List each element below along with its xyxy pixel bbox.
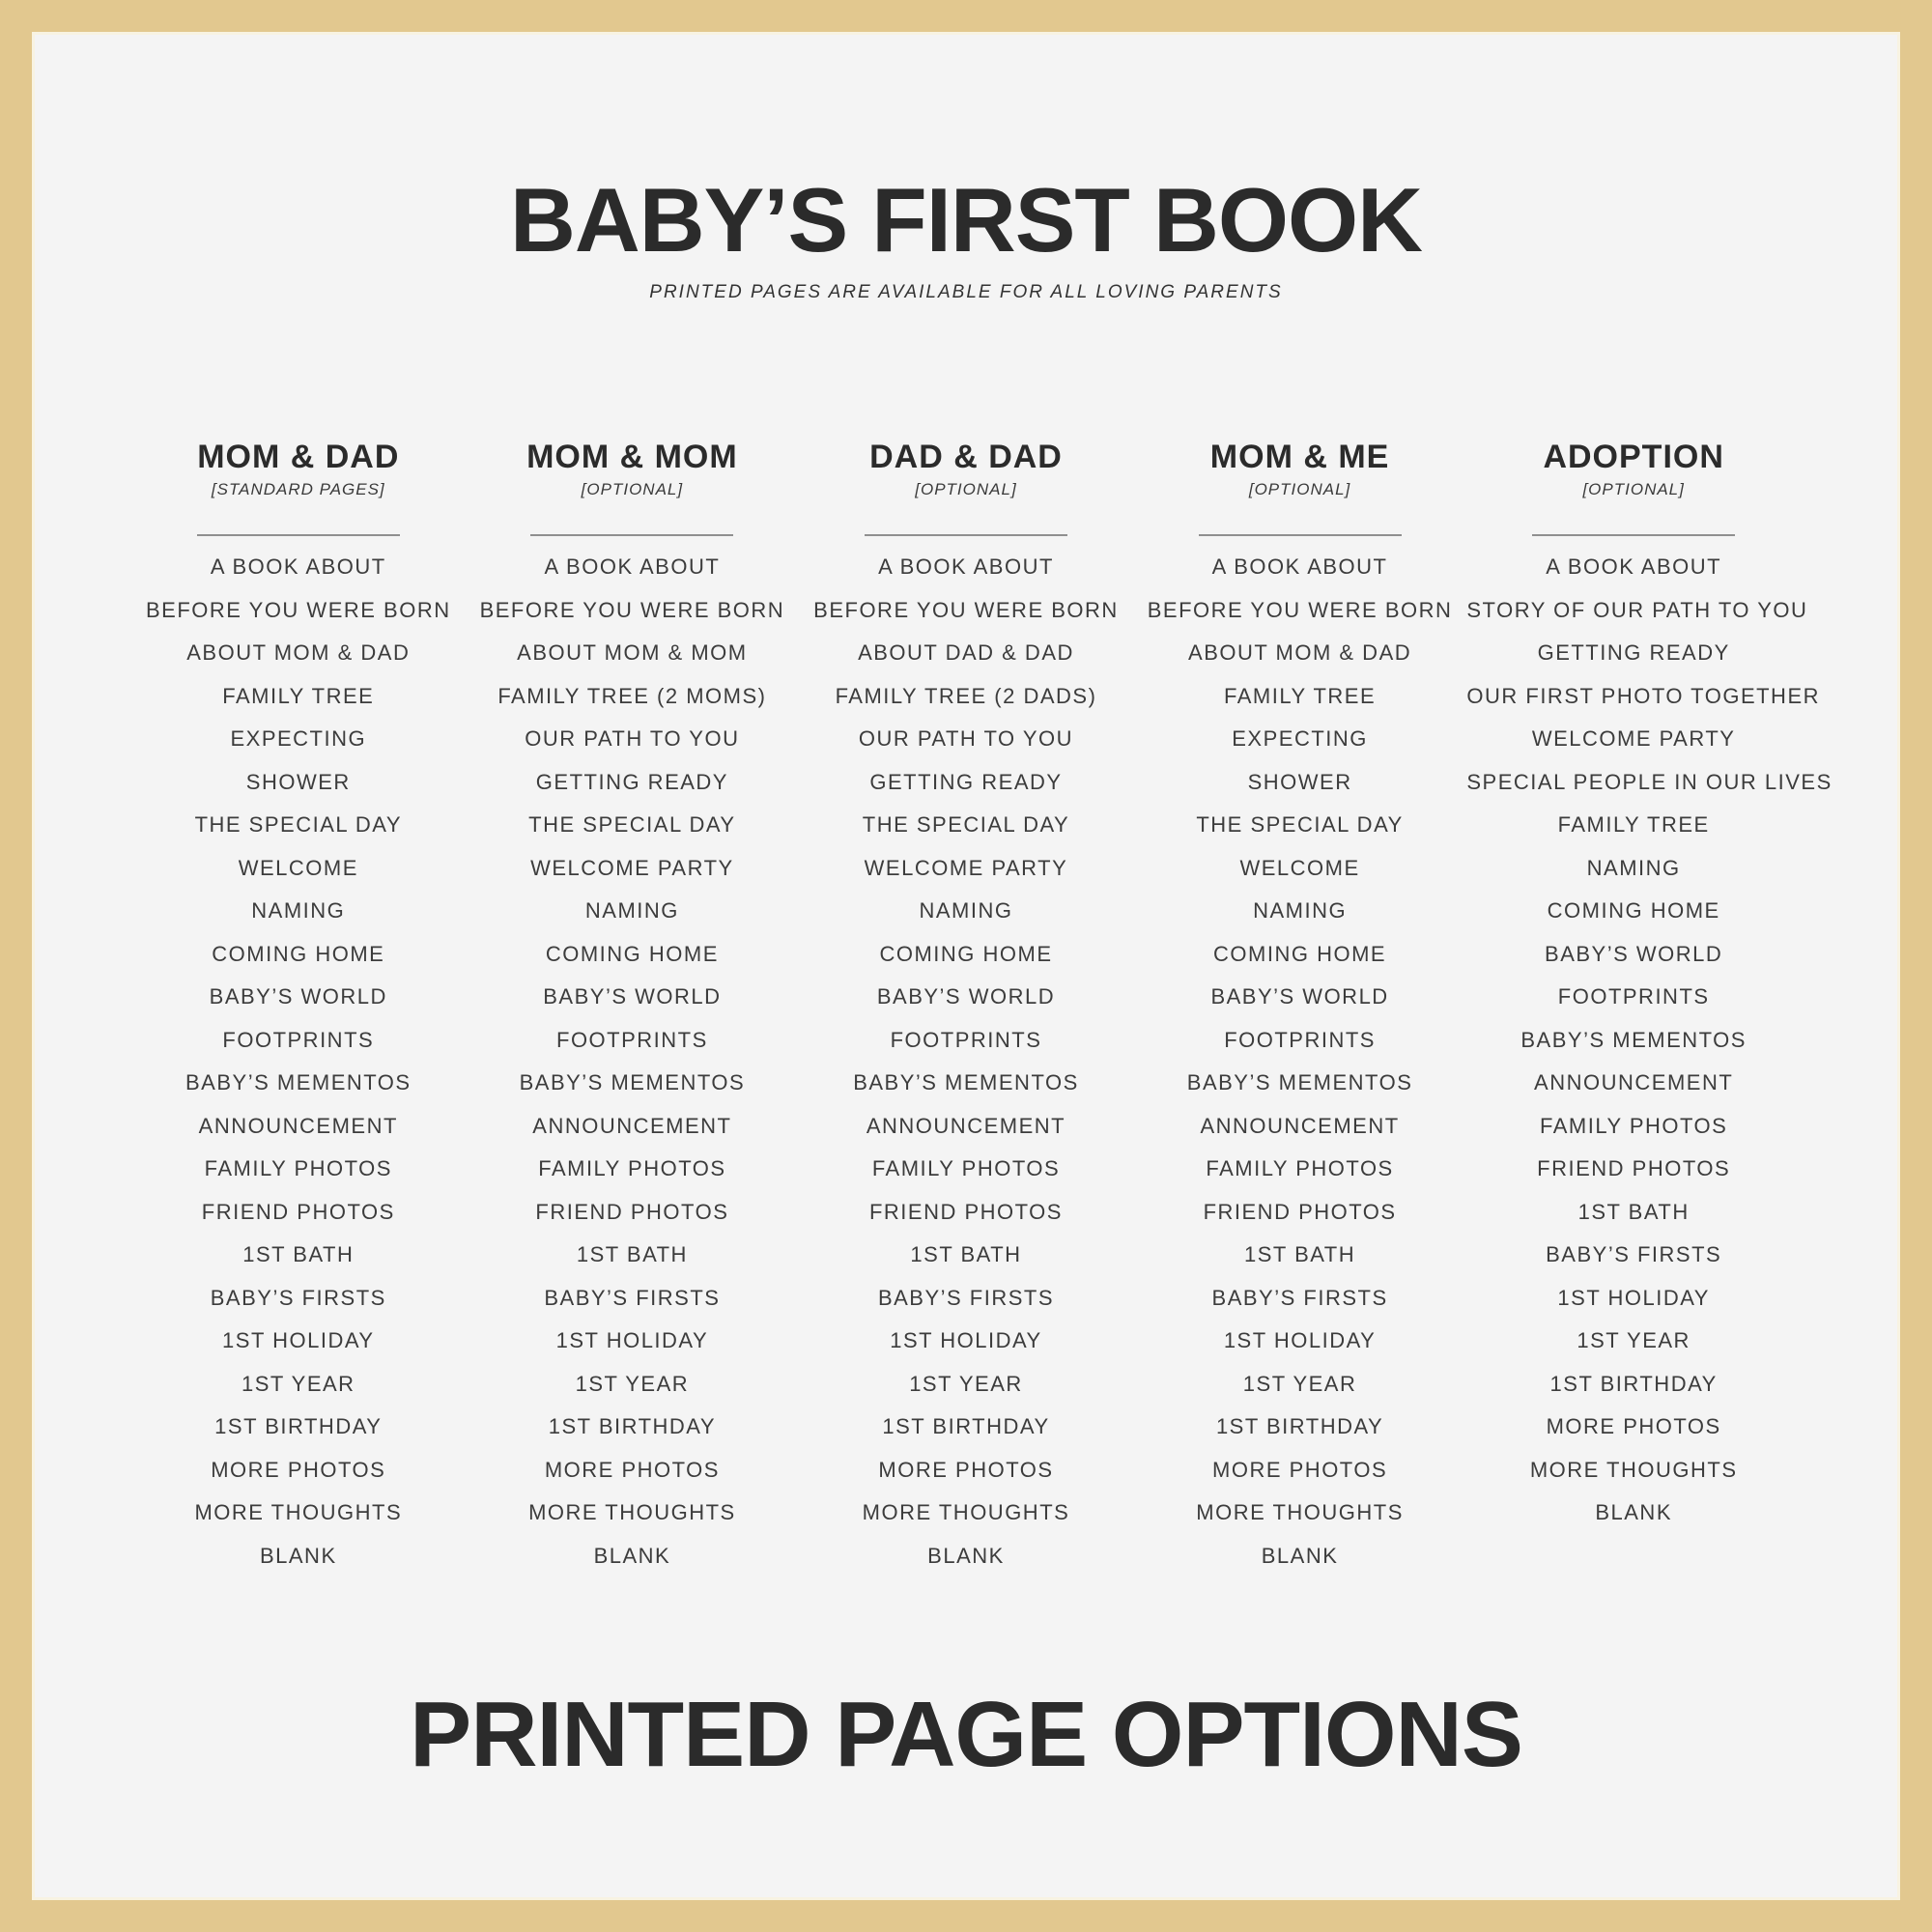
page-list-item: MORE PHOTOS — [1546, 1414, 1721, 1438]
page-list-item: MORE PHOTOS — [544, 1457, 720, 1482]
page-list-item: FOOTPRINTS — [556, 1027, 708, 1052]
page-list-item: 1ST BIRTHDAY — [882, 1414, 1050, 1438]
page-list-item: COMING HOME — [212, 941, 385, 966]
column-items — [131, 546, 466, 1577]
page-list-item: BLANK — [593, 1543, 671, 1568]
page-list-item: FAMILY TREE — [1224, 683, 1377, 708]
page-list-item: A BOOK ABOUT — [878, 554, 1054, 579]
page-list-item: 1ST BATH — [576, 1242, 688, 1266]
page-list-item: 1ST HOLIDAY — [1557, 1285, 1710, 1310]
page-list-item: NAMING — [584, 898, 679, 923]
column-tag: [OPTIONAL] — [581, 480, 684, 498]
page-list-item: THE SPECIAL DAY — [1196, 812, 1404, 837]
page-list-item: ABOUT MOM & DAD — [186, 640, 411, 665]
page-list-item: 1ST BATH — [1244, 1242, 1356, 1266]
page-list-item: THE SPECIAL DAY — [528, 812, 736, 837]
page-list-item: NAMING — [1586, 855, 1681, 880]
page-list-item: ANNOUNCEMENT — [532, 1113, 732, 1138]
column-title: DAD & DAD — [869, 439, 1063, 475]
page-list-item: A BOOK ABOUT — [210, 554, 386, 579]
column-adoption — [1466, 436, 1833, 1577]
page-list-item: BABY’S MEMENTOS — [1186, 1070, 1413, 1094]
page-list-item: FRIEND PHOTOS — [1203, 1199, 1397, 1224]
page-list-item: GETTING READY — [1537, 640, 1730, 665]
page-list-item: ANNOUNCEMENT — [198, 1113, 398, 1138]
column-mom-me — [1133, 436, 1467, 1577]
page-list-item: FOOTPRINTS — [1224, 1027, 1376, 1052]
column-items — [799, 546, 1133, 1577]
column-tag: [OPTIONAL] — [915, 480, 1017, 498]
page-list-item: 1ST HOLIDAY — [1223, 1328, 1377, 1352]
page-list-item: BABY’S FIRSTS — [544, 1285, 721, 1310]
page-list-item: BEFORE YOU WERE BORN — [145, 597, 451, 622]
page-list-item: FAMILY PHOTOS — [1206, 1156, 1394, 1180]
page-list-item: BABY’S WORLD — [1545, 941, 1723, 966]
page-list-item: BABY’S WORLD — [543, 984, 722, 1009]
column-title: MOM & DAD — [197, 439, 400, 475]
page-list-item: COMING HOME — [879, 941, 1053, 966]
page-list-item: STORY OF OUR PATH TO YOU — [1466, 597, 1808, 622]
column-title: MOM & MOM — [526, 439, 738, 475]
column-items — [1133, 546, 1467, 1577]
page-list-item: ABOUT DAD & DAD — [858, 640, 1074, 665]
page-list-item: 1ST HOLIDAY — [222, 1328, 375, 1352]
page-list-item: FRIEND PHOTOS — [201, 1199, 395, 1224]
page-list-item: FRIEND PHOTOS — [1537, 1156, 1731, 1180]
page-list-item: BABY’S MEMENTOS — [519, 1070, 746, 1094]
page-list-item: BABY’S MEMENTOS — [1520, 1027, 1747, 1052]
page-list-item: BABY’S FIRSTS — [210, 1285, 386, 1310]
page-list-item: 1ST HOLIDAY — [890, 1328, 1042, 1352]
page-list-item: SPECIAL PEOPLE IN OUR LIVES — [1466, 769, 1833, 794]
page-list-item: BABY’S MEMENTOS — [853, 1070, 1079, 1094]
page-list-item: MORE THOUGHTS — [1196, 1500, 1404, 1524]
page-list-item: BEFORE YOU WERE BORN — [1147, 597, 1453, 622]
page-list-item: BABY’S WORLD — [1210, 984, 1389, 1009]
page-list-item: 1ST BATH — [1577, 1199, 1690, 1224]
column-mom-dad — [131, 436, 466, 1577]
page-list-item: SHOWER — [245, 769, 351, 794]
page-title: BABY’S FIRST BOOK — [510, 169, 1422, 270]
column-divider — [197, 534, 400, 536]
page-list-item: 1ST BIRTHDAY — [1215, 1414, 1384, 1438]
column-mom-mom — [466, 436, 800, 1577]
page-list-item: BABY’S WORLD — [209, 984, 387, 1009]
page-list-item: 1ST HOLIDAY — [555, 1328, 709, 1352]
page-list-item: BLANK — [927, 1543, 1005, 1568]
page-list-item: NAMING — [1253, 898, 1348, 923]
page-list-item: FAMILY PHOTOS — [204, 1156, 392, 1180]
page-list-item: 1ST YEAR — [575, 1371, 690, 1396]
page-list-item: BLANK — [259, 1543, 337, 1568]
page-list-item: COMING HOME — [1547, 898, 1720, 923]
page-list-item: A BOOK ABOUT — [544, 554, 721, 579]
page-list-item: WELCOME PARTY — [1531, 726, 1736, 751]
page-subtitle: PRINTED PAGES ARE AVAILABLE FOR ALL LOVING PARENTS — [649, 282, 1283, 302]
page-list-item: FRIEND PHOTOS — [868, 1199, 1063, 1224]
page-list-item: WELCOME PARTY — [530, 855, 734, 880]
page-list-item: THE SPECIAL DAY — [862, 812, 1070, 837]
page-list-item: EXPECTING — [1232, 726, 1368, 751]
page-list-item: ABOUT MOM & MOM — [517, 640, 748, 665]
column-items — [1466, 546, 1833, 1535]
page-list-item: OUR PATH TO YOU — [525, 726, 740, 751]
page-list-item: FOOTPRINTS — [222, 1027, 375, 1052]
infographic-page — [32, 32, 1900, 1900]
column-tag: [STANDARD PAGES] — [211, 480, 385, 498]
page-list-item: COMING HOME — [545, 941, 719, 966]
page-list-item: 1ST BIRTHDAY — [214, 1414, 383, 1438]
page-list-item: BABY’S FIRSTS — [1546, 1242, 1722, 1266]
page-list-item: 1ST YEAR — [1242, 1371, 1357, 1396]
page-list-item: FOOTPRINTS — [1557, 984, 1710, 1009]
page-list-item: FAMILY TREE — [1557, 812, 1710, 837]
page-list-item: ANNOUNCEMENT — [866, 1113, 1066, 1138]
page-list-item: 1ST YEAR — [909, 1371, 1023, 1396]
page-list-item: FAMILY TREE (2 DADS) — [835, 683, 1097, 708]
page-list-item: 1ST YEAR — [242, 1371, 355, 1396]
page-list-item: ANNOUNCEMENT — [1534, 1070, 1734, 1094]
column-divider — [1532, 534, 1735, 536]
page-list-item: BEFORE YOU WERE BORN — [479, 597, 785, 622]
page-list-item: MORE PHOTOS — [878, 1457, 1054, 1482]
footer-heading: PRINTED PAGE OPTIONS — [410, 1683, 1522, 1786]
page-list-item: WELCOME — [238, 855, 358, 880]
page-list-item: ABOUT MOM & DAD — [1188, 640, 1412, 665]
page-list-item: 1ST BIRTHDAY — [1549, 1371, 1718, 1396]
page-list-item: MORE THOUGHTS — [194, 1500, 403, 1524]
page-list-item: NAMING — [919, 898, 1013, 923]
page-list-item: 1ST BATH — [910, 1242, 1022, 1266]
page-list-item: MORE PHOTOS — [211, 1457, 386, 1482]
page-list-item: MORE THOUGHTS — [1529, 1457, 1738, 1482]
page-options-columns — [131, 436, 1833, 1577]
page-list-item: SHOWER — [1247, 769, 1352, 794]
column-title: MOM & ME — [1209, 439, 1390, 475]
page-list-item: EXPECTING — [230, 726, 367, 751]
column-tag: [OPTIONAL] — [1248, 480, 1351, 498]
page-list-item: ANNOUNCEMENT — [1200, 1113, 1400, 1138]
page-list-item: MORE THOUGHTS — [528, 1500, 736, 1524]
page-list-item: FAMILY TREE — [222, 683, 375, 708]
page-list-item: BLANK — [1595, 1500, 1672, 1524]
page-list-item: BABY’S MEMENTOS — [185, 1070, 412, 1094]
page-list-item: WELCOME PARTY — [864, 855, 1068, 880]
column-divider — [1199, 534, 1402, 536]
page-list-item: FAMILY PHOTOS — [538, 1156, 726, 1180]
page-list-item: OUR PATH TO YOU — [858, 726, 1074, 751]
column-tag: [OPTIONAL] — [1582, 480, 1685, 498]
page-list-item: BLANK — [1261, 1543, 1339, 1568]
column-divider — [530, 534, 733, 536]
page-list-item: BABY’S FIRSTS — [1211, 1285, 1388, 1310]
column-items — [466, 546, 800, 1577]
column-divider — [865, 534, 1067, 536]
page-list-item: THE SPECIAL DAY — [194, 812, 403, 837]
column-dad-dad — [799, 436, 1133, 1577]
page-list-item: FAMILY TREE (2 MOMS) — [497, 683, 767, 708]
page-list-item: WELCOME — [1239, 855, 1360, 880]
page-list-item: BABY’S FIRSTS — [877, 1285, 1055, 1310]
page-list-item: OUR FIRST PHOTO TOGETHER — [1466, 683, 1821, 708]
page-list-item: A BOOK ABOUT — [1211, 554, 1388, 579]
page-list-item: NAMING — [251, 898, 346, 923]
page-list-item: FAMILY PHOTOS — [871, 1156, 1061, 1180]
page-list-item: BABY’S WORLD — [876, 984, 1056, 1009]
page-list-item: FRIEND PHOTOS — [535, 1199, 729, 1224]
page-list-item: A BOOK ABOUT — [1546, 554, 1722, 579]
page-list-item: COMING HOME — [1213, 941, 1387, 966]
page-list-item: 1ST BIRTHDAY — [548, 1414, 717, 1438]
column-title: ADOPTION — [1543, 439, 1724, 475]
page-list-item: MORE THOUGHTS — [862, 1500, 1070, 1524]
page-list-item: GETTING READY — [869, 769, 1063, 794]
page-list-item: FOOTPRINTS — [890, 1027, 1042, 1052]
page-list-item: 1ST YEAR — [1577, 1328, 1690, 1352]
page-list-item: GETTING READY — [535, 769, 728, 794]
page-list-item: 1ST BATH — [242, 1242, 355, 1266]
page-list-item: MORE PHOTOS — [1212, 1457, 1388, 1482]
page-list-item: BEFORE YOU WERE BORN — [813, 597, 1119, 622]
page-list-item: FAMILY PHOTOS — [1540, 1113, 1728, 1138]
